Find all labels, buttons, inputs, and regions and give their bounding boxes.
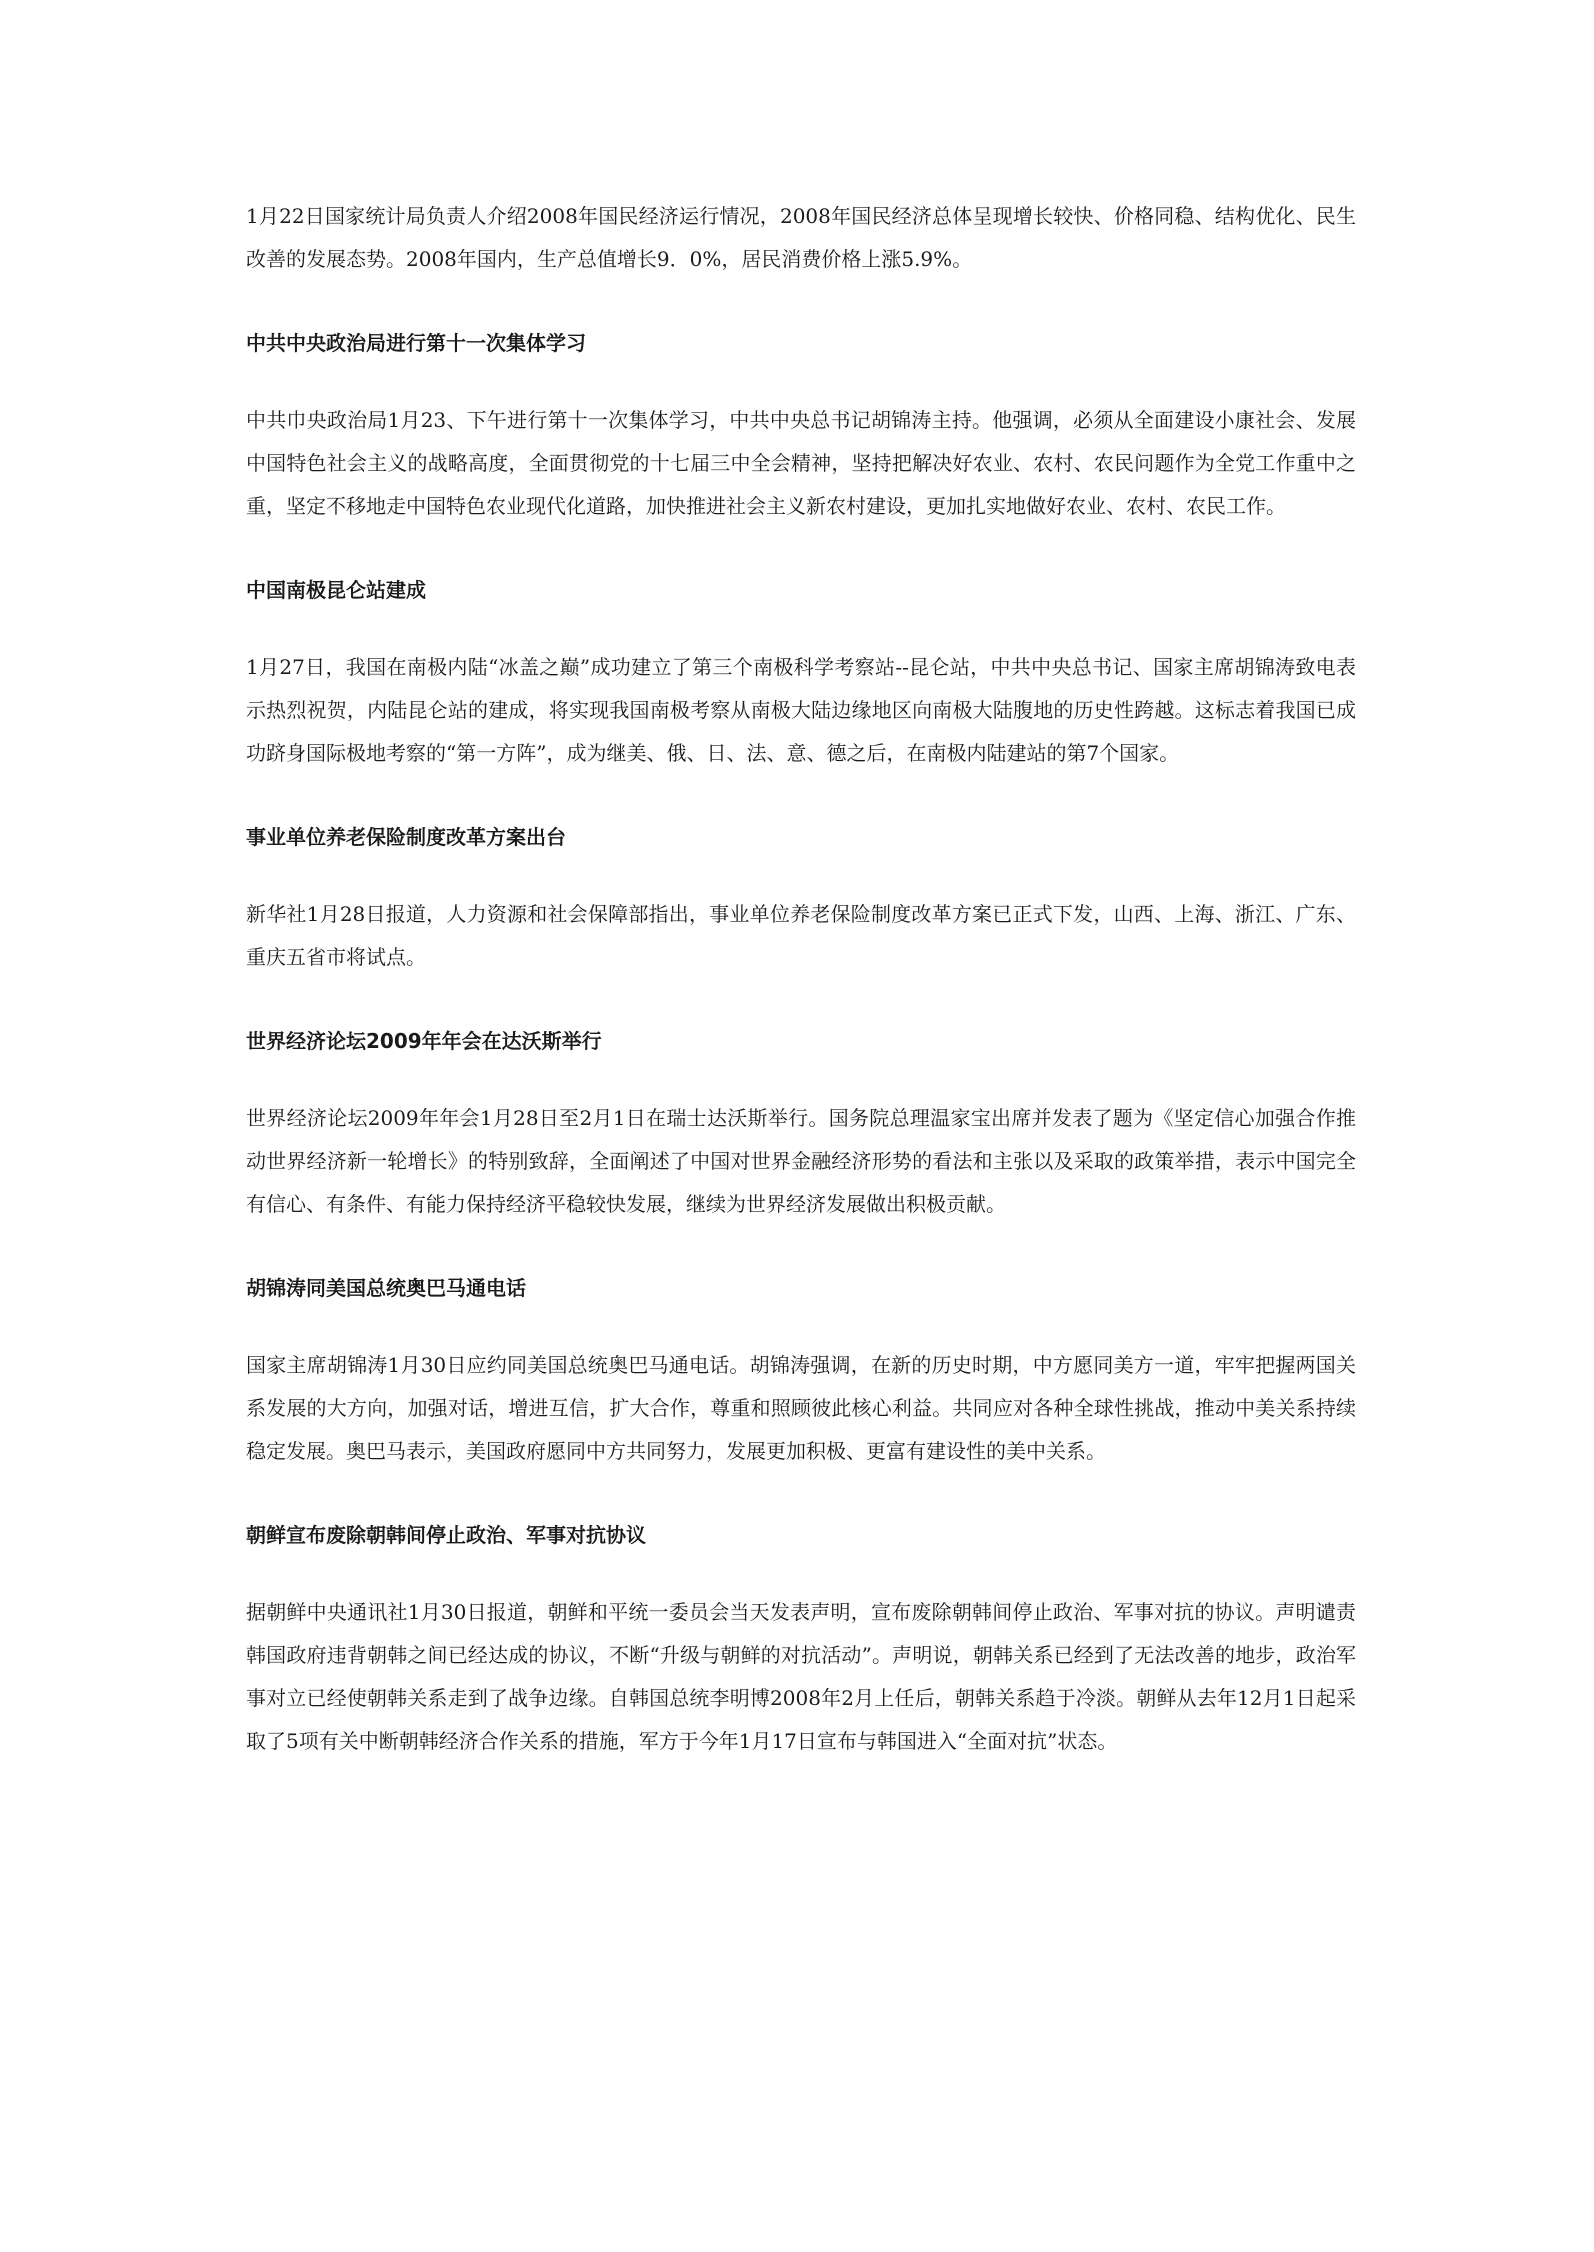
section-heading: 朝鲜宣布废除朝韩间停止政治、军事对抗协议 [246, 1523, 646, 1547]
section-body: 中共巾央政治局1月23、下午进行第十一次集体学习，中共中央总书记胡锦涛主持。他强调，必须从全面建设小康社会、发展中国特色社会主义的战略高度，全面贯彻党的十七届三中全会精神，坚持把解决好农业、农村、农民问题作为全党工作重中之重，坚定不移地走中国特色农业现代化道路，加快推进社会主义新农村建设，更加扎实地做好农业、农村、农民工作。 [246, 408, 1356, 518]
section-body: 新华社1月28日报道，人力资源和社会保障部指出，事业单位养老保险制度改革方案已正式下发，山西、上海、浙江、广东、重庆五省市将试点。 [246, 902, 1356, 969]
section-body: 1月27日，我国在南极内陆“冰盖之巅”成功建立了第三个南极科学考察站--昆仑站，中共中央总书记、国家主席胡锦涛致电表示热烈祝贺，内陆昆仑站的建成，将实现我国南极考察从南极大陆边缘地区向南极大陆腹地的历史性跨越。这标志着我国已成功跻身国际极地考察的“第一方阵”，成为继美、俄、日、法、意、德之后，在南极内陆建站的第7个国家。 [246, 655, 1356, 765]
section-body: 国家主席胡锦涛1月30日应约同美国总统奥巴马通电话。胡锦涛强调，在新的历史时期，中方愿同美方一道，牢牢把握两国关系发展的大方向，加强对话，增进互信，扩大合作，尊重和照顾彼此核心利益。共同应对各种全球性挑战，推动中美关系持续稳定发展。奥巴马表示，美国政府愿同中方共同努力，发展更加积极、更富有建设性的美中关系。 [246, 1353, 1356, 1463]
section-davos-forum [246, 1027, 1356, 1226]
section-body: 世界经济论坛2009年年会1月28日至2月1日在瑞士达沃斯举行。国务院总理温家宝出席并发表了题为《坚定信心加强合作推动世界经济新一轮增长》的特别致辞，全面阐述了中国对世界金融经济形势的看法和主张以及采取的政策举措，表示中国完全有信心、有条件、有能力保持经济平稳较快发展，继续为世界经济发展做出积极贡献。 [246, 1106, 1356, 1216]
section-heading: 事业单位养老保险制度改革方案出台 [246, 825, 566, 849]
section-politburo-study [246, 329, 1356, 528]
section-body: 据朝鲜中央通讯社1月30日报道，朝鲜和平统一委员会当天发表声明，宣布废除朝韩间停止政治、军事对抗的协议。声明谴责韩国政府违背朝韩之间已经达成的协议，不断“升级与朝鲜的对抗活动”。声明说，朝韩关系已经到了无法改善的地步，政治军事对立已经使朝韩关系走到了战争边缘。自韩国总统李明博2008年2月上任后，朝韩关系趋于冷淡。朝鲜从去年12月1日起采取了5项有关中断朝韩经济合作关系的措施，军方于今年1月17日宣布与韩国进入“全面对抗”状态。 [246, 1600, 1356, 1753]
section-korea-agreement [246, 1521, 1356, 1763]
section-hu-obama-call [246, 1274, 1356, 1473]
document-page [246, 195, 1356, 1763]
section-heading: 胡锦涛同美国总统奥巴马通电话 [246, 1276, 526, 1300]
section-heading: 世界经济论坛2009年年会在达沃斯举行 [246, 1029, 602, 1053]
section-heading: 中国南极昆仑站建成 [246, 578, 426, 602]
section-pension-reform [246, 823, 1356, 979]
intro-paragraph: 1月22日国家统计局负责人介绍2008年国民经济运行情况，2008年国民经济总体呈现增长较快、价格同稳、结构优化、民生改善的发展态势。2008年国内，生产总值增长9．0%，居民消费价格上涨5.9%。 [246, 204, 1356, 271]
section-heading: 中共中央政治局进行第十一次集体学习 [246, 331, 586, 355]
section-kunlun-station [246, 576, 1356, 775]
